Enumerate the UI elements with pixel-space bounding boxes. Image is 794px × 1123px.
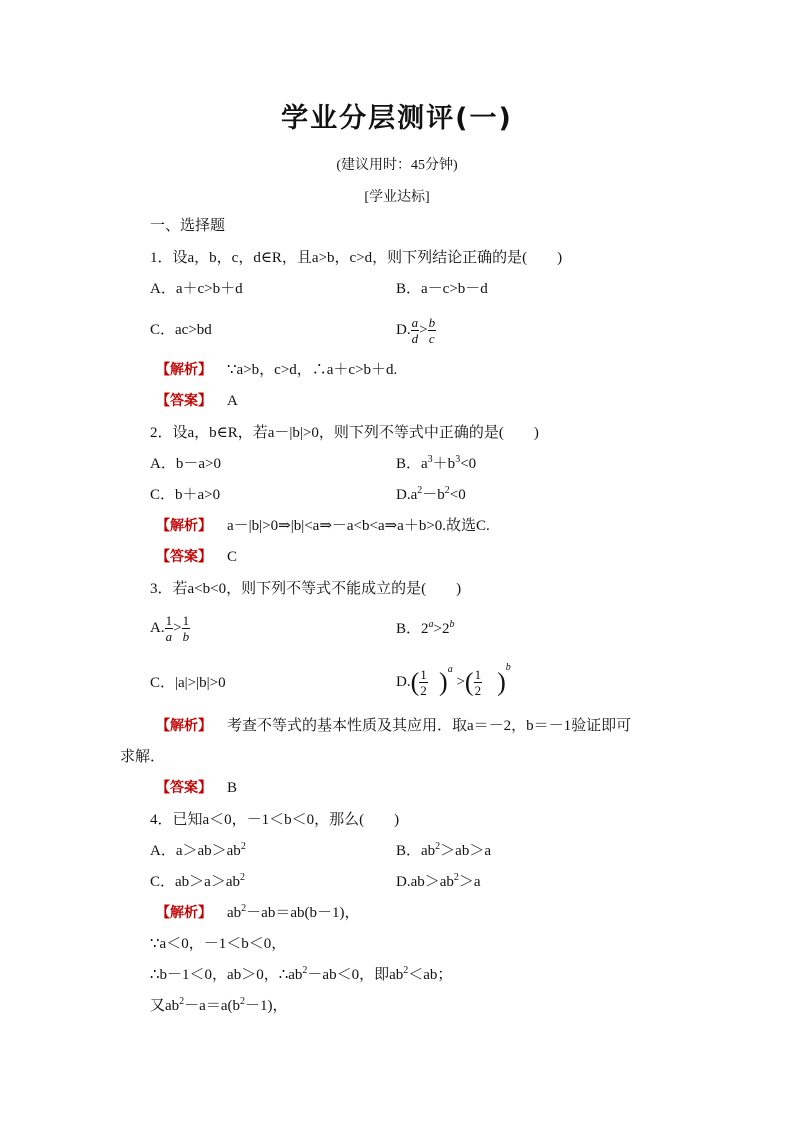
q3-frac1-num: 1 <box>165 613 173 629</box>
q4-analysis-line4 <box>150 996 287 1016</box>
q4-l3-a: ∴b－1＜0，ab＞0，∴ab <box>150 967 303 983</box>
q3-frac1-den: a <box>165 629 173 645</box>
q1-analysis <box>156 360 397 380</box>
q4-stem: 4．已知a＜0，－1＜b＜0，那么( ) <box>150 812 400 828</box>
q3-b-mid: >2 <box>433 621 450 637</box>
q1-answer-text: A <box>227 393 238 409</box>
q4-analysis-exp: 2 <box>241 903 247 914</box>
q2-d-prefix: D.a <box>396 487 418 503</box>
page-title: 学业分层测评(一) <box>281 103 513 134</box>
q4-l4-c: －1)， <box>244 998 288 1014</box>
q2-d-mid: －b <box>422 487 445 503</box>
q1-option-d-prefix: D. <box>396 322 411 338</box>
q2-option-b <box>396 454 476 474</box>
q3-d-exp2: b <box>505 662 511 673</box>
answer-label: 【答案】 <box>156 549 212 565</box>
q3-b-prefix: B．2 <box>396 621 429 637</box>
q3-d-rparen1: ) <box>439 667 448 697</box>
answer-label: 【答案】 <box>156 393 212 409</box>
q4-c-exp: 2 <box>239 872 245 883</box>
q2-b-exp1: 3 <box>427 454 433 465</box>
q3-fraction-1-over-b <box>182 613 191 644</box>
q4-l3-exp2: 2 <box>403 965 409 976</box>
q3-b-exp2: b <box>449 619 455 630</box>
q3-d-lparen1: ( <box>410 667 420 697</box>
q1-frac2-num: b <box>428 315 436 331</box>
q2-d-exp1: 2 <box>417 485 423 496</box>
q3-a-prefix: A. <box>150 620 165 636</box>
q2-b-mid: ＋b <box>432 456 456 472</box>
q1-option-b: B．a－c>b－d <box>396 281 488 297</box>
q1-option-d <box>396 310 436 350</box>
q4-analysis-line3 <box>150 965 452 985</box>
q3-a-rel: > <box>173 620 182 636</box>
q4-l4-exp2: 2 <box>239 996 245 1007</box>
q3-frac2-den: b <box>182 629 190 645</box>
q3-answer <box>156 778 237 798</box>
q1-fraction-a-over-d <box>411 315 420 346</box>
q4-b-prefix: B．ab <box>396 843 436 859</box>
q2-d-suffix: <0 <box>449 487 466 503</box>
q2-analysis <box>156 516 490 536</box>
section-heading: 一、选择题 <box>150 218 226 234</box>
q2-analysis-text: a－|b|>0⇒|b|<a⇒－a<b<a⇒a＋b>0.故选C. <box>227 518 490 534</box>
analysis-label: 【解析】 <box>156 905 212 921</box>
q3-frac2-num: 1 <box>182 613 190 629</box>
analysis-label: 【解析】 <box>156 718 212 734</box>
q4-d-prefix: D.ab＞ab <box>396 874 454 890</box>
analysis-label: 【解析】 <box>156 362 212 378</box>
q4-analysis-a: ab <box>227 905 242 921</box>
q3-d-frac1-den: 2 <box>420 683 427 699</box>
q4-l4-exp1: 2 <box>179 996 185 1007</box>
q4-a-exp: 2 <box>240 841 246 852</box>
time-note: (建议用时：45分钟) <box>336 158 458 173</box>
q4-c-prefix: C．ab＞a＞ab <box>150 874 240 890</box>
q1-frac1-num: a <box>411 315 419 331</box>
q2-option-d <box>396 485 466 505</box>
q4-analysis-line2: ∵a＜0，－1＜b＜0， <box>150 936 287 952</box>
answer-label: 【答案】 <box>156 780 212 796</box>
q4-option-b <box>396 841 491 861</box>
q4-analysis <box>156 903 359 923</box>
q4-d-exp: 2 <box>453 872 459 883</box>
q4-d-suffix: ＞a <box>458 874 481 890</box>
q1-stem: 1．设a，b，c，d∈R，且a>b，c>d，则下列结论正确的是( ) <box>150 250 563 266</box>
q3-d-rparen2: ) <box>497 667 506 697</box>
q3-option-c: C．|a|>|b|>0 <box>150 675 226 691</box>
q3-d-exp1: a <box>447 664 453 675</box>
q2-option-a: A．b－a>0 <box>150 456 221 472</box>
q4-l4-a: 又ab <box>150 998 180 1014</box>
q3-analysis-text-2: 求解． <box>120 749 166 765</box>
q1-option-d-rel: > <box>419 322 428 338</box>
q3-d-prefix: D. <box>396 674 411 690</box>
q4-b-exp: 2 <box>435 841 441 852</box>
q2-answer <box>156 547 237 567</box>
q3-d-lparen2: ( <box>464 667 474 697</box>
q3-option-b <box>396 619 454 639</box>
q3-b-exp1: a <box>428 619 434 630</box>
q3-d-rel: > <box>456 674 465 690</box>
q3-d-frac2-den: 2 <box>474 683 482 699</box>
q2-stem: 2．设a，b∈R，若a－|b|>0，则下列不等式中正确的是( ) <box>150 425 539 441</box>
q4-l3-exp1: 2 <box>302 965 308 976</box>
q3-d-frac2-num: 1 <box>474 667 482 683</box>
q3-analysis <box>156 716 631 736</box>
q2-d-exp2: 2 <box>444 485 450 496</box>
q3-fraction-half-1 <box>419 667 428 698</box>
q4-option-a <box>150 841 246 861</box>
q1-frac1-den: d <box>411 331 419 347</box>
q4-b-suffix: ＞ab＞a <box>440 843 491 859</box>
q4-analysis-b: －ab＝ab(b－1)， <box>246 905 360 921</box>
q3-fraction-half-2 <box>474 667 483 698</box>
q3-option-d <box>396 660 511 704</box>
q3-stem: 3．若a<b<0，则下列不等式不能成立的是( ) <box>150 581 462 597</box>
q4-option-d <box>396 872 481 892</box>
q3-d-frac1-num: 1 <box>420 667 427 683</box>
q1-option-a: A．a＋c>b＋d <box>150 281 243 297</box>
q3-option-a <box>150 608 190 648</box>
q3-fraction-1-over-a <box>165 613 174 644</box>
q1-analysis-text: ∵a>b，c>d，∴a＋c>b＋d. <box>227 362 398 378</box>
q4-a-prefix: A．a＞ab＞ab <box>150 843 241 859</box>
q2-b-suffix: <0 <box>460 456 477 472</box>
q1-option-c: C．ac>bd <box>150 322 212 338</box>
section-tag: [学业达标] <box>364 190 430 205</box>
analysis-label: 【解析】 <box>156 518 212 534</box>
q1-frac2-den: c <box>428 331 435 347</box>
q2-b-prefix: B．a <box>396 456 428 472</box>
q4-option-c <box>150 872 245 892</box>
q3-answer-text: B <box>227 780 238 796</box>
q1-answer <box>156 391 238 411</box>
q4-l3-c: ＜ab； <box>408 967 453 983</box>
q2-option-c: C．b＋a>0 <box>150 487 221 503</box>
q1-fraction-b-over-c <box>428 315 437 346</box>
q3-analysis-text-1: 考查不等式的基本性质及其应用．取a＝－2，b＝－1验证即可 <box>227 718 632 734</box>
q4-l3-b: －ab＜0，即ab <box>307 967 404 983</box>
q2-b-exp2: 3 <box>455 454 461 465</box>
q4-l4-b: －a＝a(b <box>184 998 240 1014</box>
q2-answer-text: C <box>227 549 238 565</box>
